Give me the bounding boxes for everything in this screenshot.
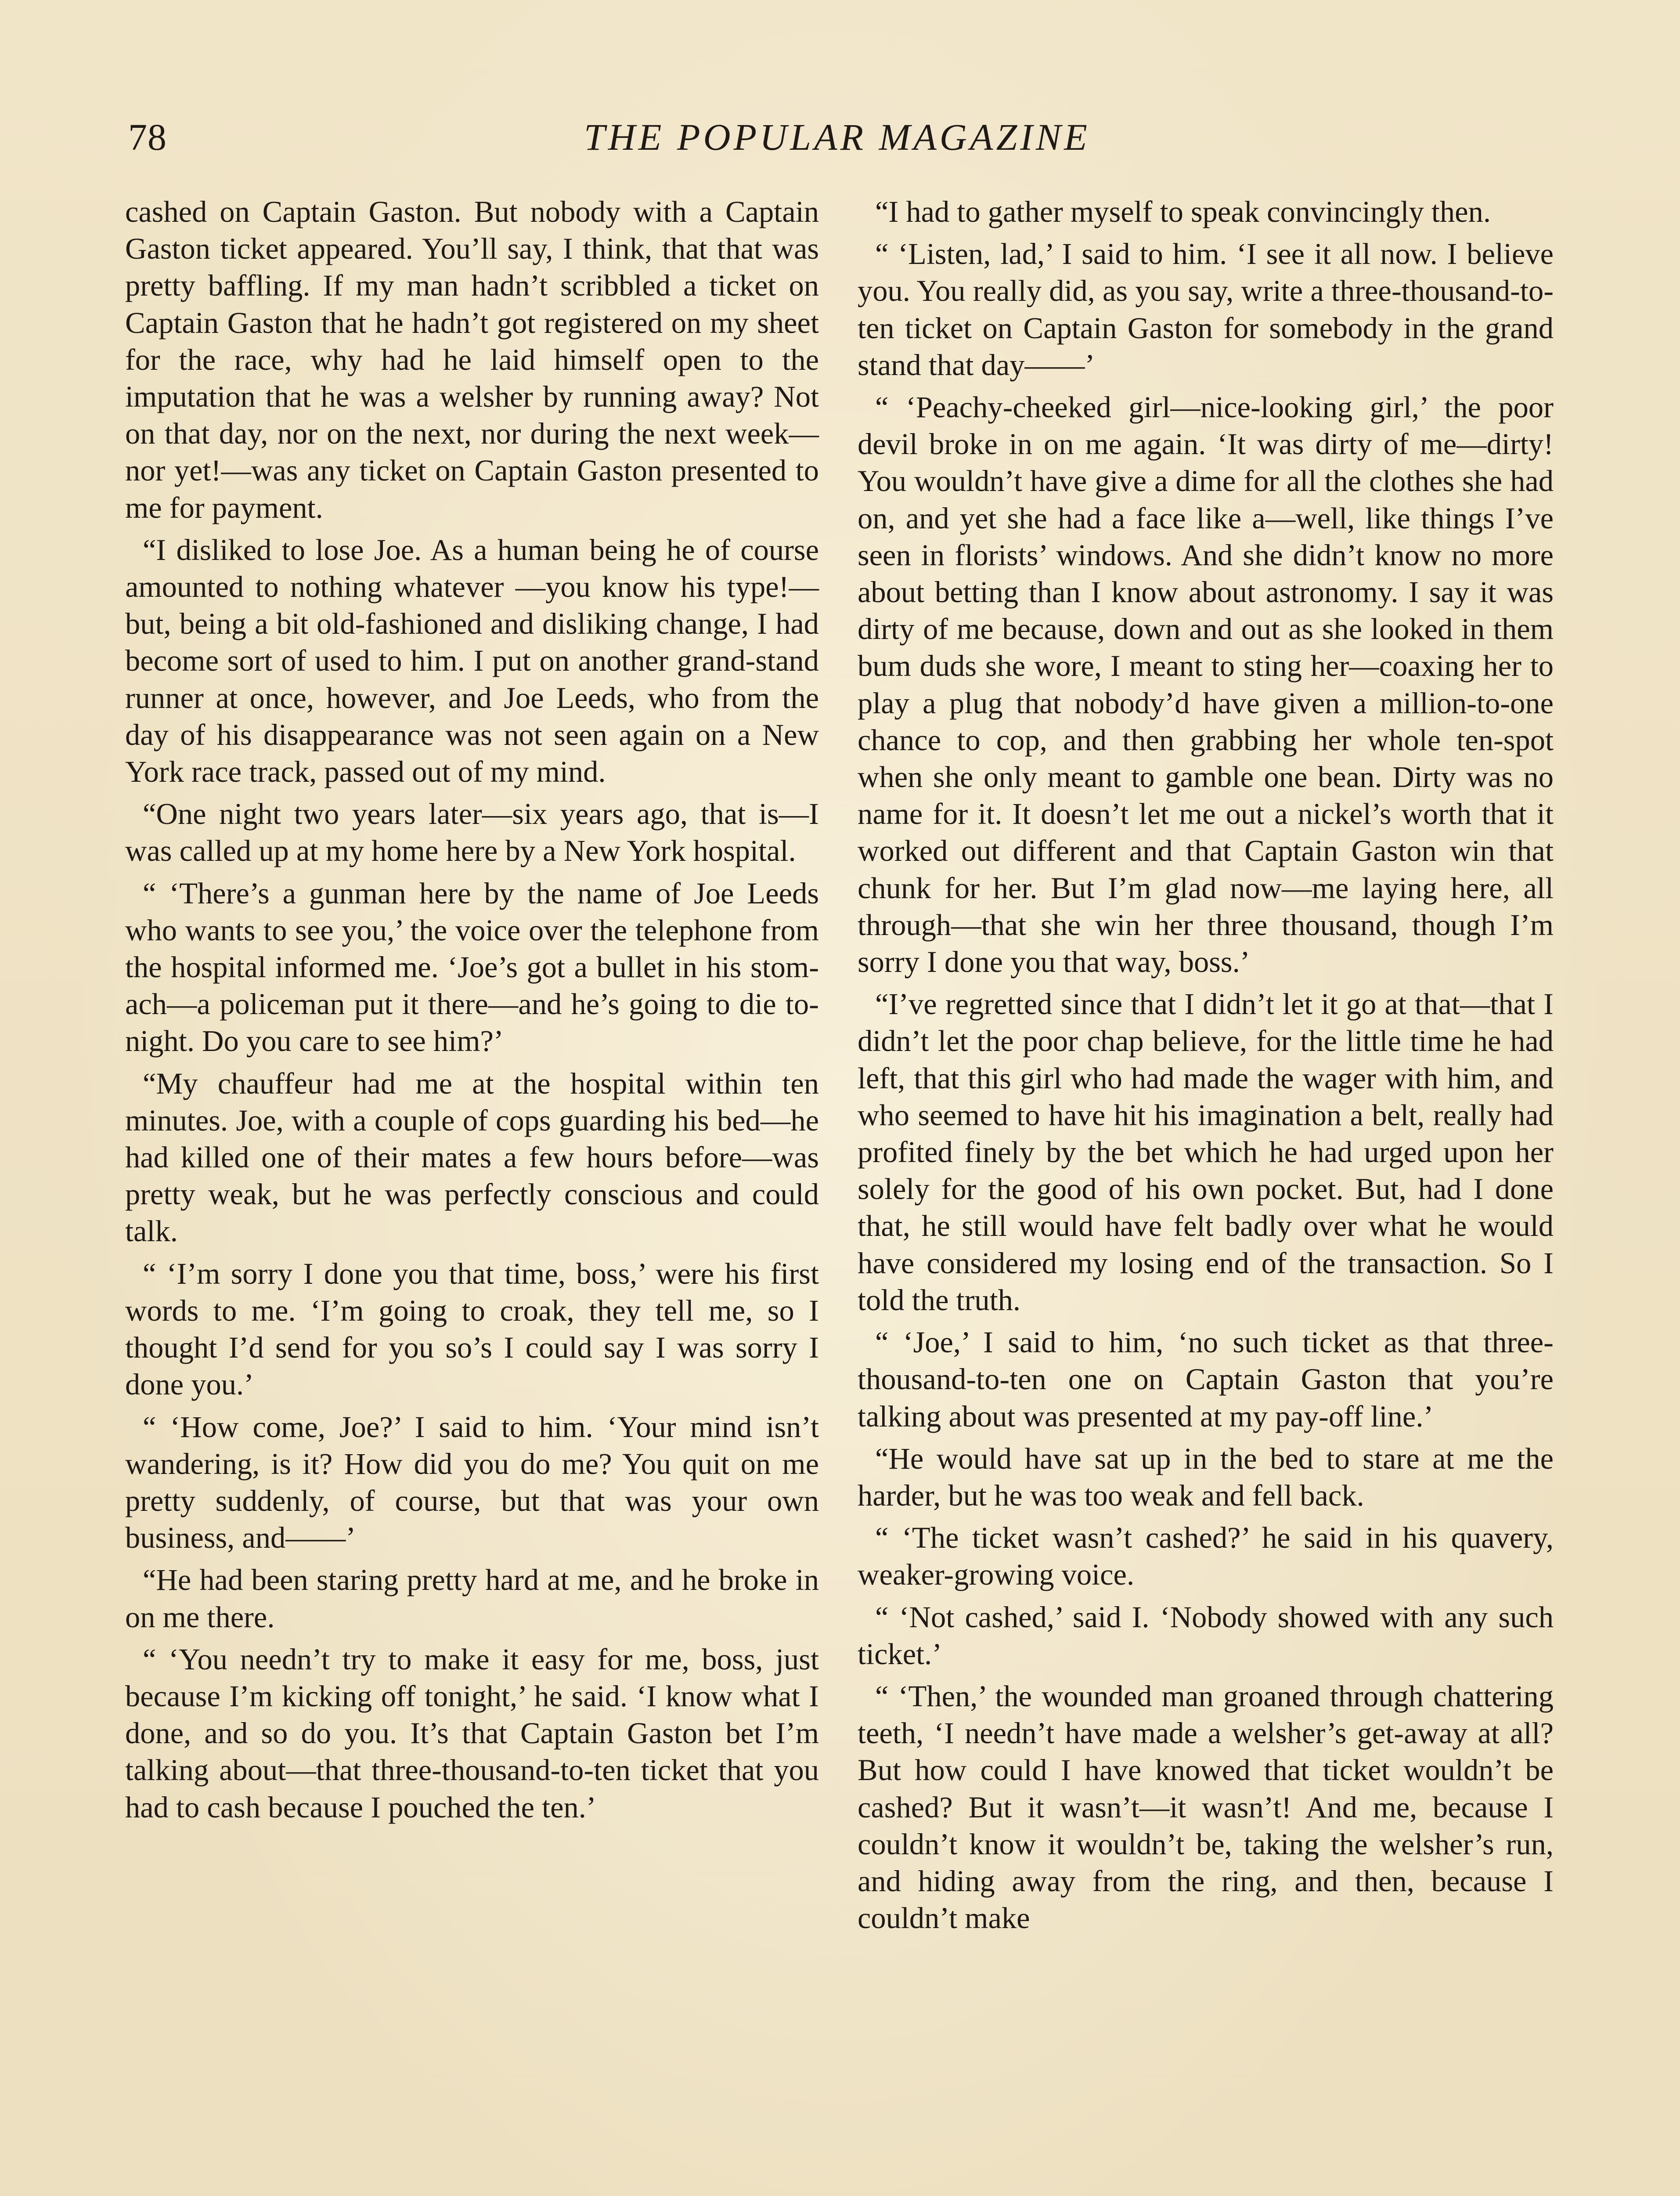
paragraph: “ ‘There’s a gunman here by the name of Joe Leeds who wants to see you,’ the voice over the telephone from the hospital informed me. ‘Joe’s got a bullet in his stomach—a policeman put it there—and he’s going to die to-night. Do you care to see him?’ xyxy=(125,876,819,1058)
magazine-title-header: THE POPULAR MAGAZINE xyxy=(584,116,1090,158)
paragraph: “ ‘Peachy-cheeked girl—nice-looking girl,’ the poor devil broke in on me again. ‘It was dirty of me—dirty! You wouldn’t have give a dime for all the clothes she had on, and yet she had a face like a—well, like things I’ve seen in florists’ windows. And she didn’t know no more about betting than I know about astronomy. I say it was dirty of me because, down and out as she looked in them bum duds she wore, I meant to sting her—coaxing her to play a plug that nobody’d have given a million-to-one chance to cop, and then grabbing her whole ten-spot when she only meant to gamble one bean. Dirty was no name for it. It doesn’t let me out a nickel’s worth that it worked out different and that Captain Gaston win that chunk for her. But I’m glad now—me laying here, all through—that she win her three thousand, though I’m sorry I done you that way, boss.’ xyxy=(858,390,1554,979)
paragraph: “I’ve regretted since that I didn’t let it go at that—that I didn’t let the poor chap believe, for the little time he had left, that this girl who had made the wager with him, and who seemed to have hit his imagination a belt, really had profited finely by the bet which he had urged upon her solely for the good of his own pocket. But, had I done that, he still would have felt badly over what he would have considered my losing end of the transaction. So I told the truth. xyxy=(858,987,1554,1317)
paragraph: cashed on Captain Gaston. But nobody with a Captain Gaston ticket appeared. You’ll say, I think, that that was pretty baffling. If my man hadn’t scribbled a ticket on Captain Gaston that he hadn’t got registered on my sheet for the race, why had he laid himself open to the imputation that he was a welsher by running away? Not on that day, nor on the next, nor during the next week—nor yet!—was any ticket on Captain Gaston presented to me for payment. xyxy=(125,195,819,524)
paragraph: “ ‘Then,’ the wounded man groaned through chattering teeth, ‘I needn’t have made a welsher’s get-away at all? But how could I have knowed that ticket wouldn’t be cashed? But it wasn’t—it wasn’t! And me, because I couldn’t know it wouldn’t be, taking the welsher’s run, and hiding away from the ring, and then, because I couldn’t make xyxy=(858,1679,1554,1935)
paragraph: “He would have sat up in the bed to stare at me the harder, but he was too weak and fell back. xyxy=(858,1441,1554,1512)
paragraph: “ ‘The ticket wasn’t cashed?’ he said in his quavery, weaker-growing voice. xyxy=(858,1521,1554,1592)
paragraph: “I disliked to lose Joe. As a human being he of course amounted to nothing whatever —you know his type!—but, being a bit old-fashioned and disliking change, I had become sort of used to him. I put on another grand-stand runner at once, however, and Joe Leeds, who from the day of his disappearance was not seen again on a New York race track, passed out of my mind. xyxy=(125,533,819,789)
left-text-column xyxy=(125,193,819,1831)
paragraph: “One night two years later—six years ago, that is—I was called up at my home here by a New York hospital. xyxy=(125,797,819,868)
paragraph: “ ‘How come, Joe?’ I said to him. ‘Your mind isn’t wandering, is it? How did you do me? You quit on me pretty suddenly, of course, but that was your own business, and——’ xyxy=(125,1410,819,1555)
paragraph: “I had to gather myself to speak convincingly then. xyxy=(875,195,1491,228)
paragraph: “ ‘Not cashed,’ said I. ‘Nobody showed with any such ticket.’ xyxy=(858,1600,1554,1671)
paragraph: “My chauffeur had me at the hospital within ten minutes. Joe, with a couple of cops guarding his bed—he had killed one of their mates a few hours before—was pretty weak, but he was perfectly conscious and could talk. xyxy=(125,1066,819,1248)
page-number: 78 xyxy=(128,116,167,158)
paragraph: “He had been staring pretty hard at me, and he broke in on me there. xyxy=(125,1563,819,1634)
right-text-column xyxy=(858,193,1554,1942)
paragraph: “ ‘I’m sorry I done you that time, boss,’ were his first words to me. ‘I’m going to croak, they tell me, so I thought I’d send for you so’s I could say I was sorry I done you.’ xyxy=(125,1257,819,1401)
paragraph: “ ‘Joe,’ I said to him, ‘no such ticket as that three-thousand-to-ten one on Captain Gaston that you’re talking about was presented at my pay-off line.’ xyxy=(858,1326,1554,1433)
paragraph: “ ‘You needn’t try to make it easy for me, boss, just because I’m kicking off tonight,’ he said. ‘I know what I done, and so do you. It’s that Captain Gaston bet I’m talking about—that three-thousand-to-ten ticket that you had to cash because I pouched the ten.’ xyxy=(125,1642,819,1824)
paragraph: “ ‘Listen, lad,’ I said to him. ‘I see it all now. I believe you. You really did, as you say, write a three-thousand-to-ten ticket on Captain Gaston for somebody in the grand stand that day——’ xyxy=(858,237,1554,382)
